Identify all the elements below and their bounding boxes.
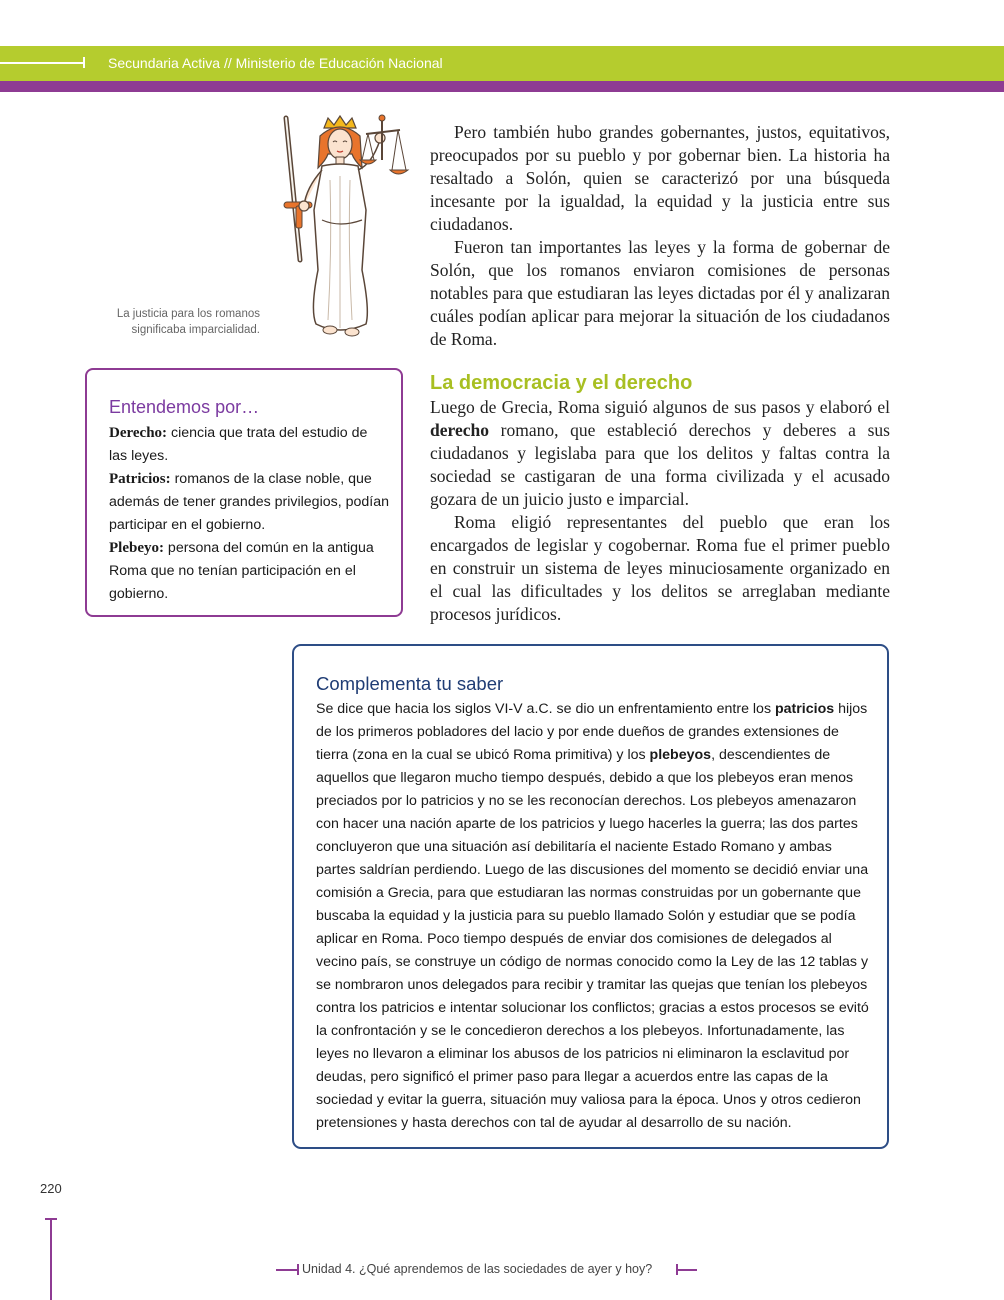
text-run: , descendientes de aquellos que llegaron mucho tiempo después, debido a que los plebeyos eran menos preciados por lo patricios y no se les reconocían derechos. Los plebeyos amenazaron con hacer una nación aparte de los patricios y luego hacerles la guerra; las dos partes concluyeron que una situación así debilitaría el naciente Estado Romano y ambas partes saldrían perdiendo. Luego de las discusiones del momento se decidió enviar una comisión a Grecia, para que estudiaran las normas construidas por un gobernante que buscaba la equidad y la justicia para su pueblo llamado Solón y estudiar que se podía aplicar en Roma. Poco tiempo después de enviar dos comisiones de delegados al vecino país, se construye un código de normas conocido como la Ley de las 12 tablas y se nombraron unos delegados para recibir y tramitar las quejas que tenían los plebeyos contra los patricios e intentar solucionar los conflictos; gracias a estos procesos se evitó la confrontación y se le concedieron derechos a los plebeyos. Infortunadamente, las leyes no llevaron a eliminar los abusos de los patricios ni eliminaron la esclavitud por deudas, pero significó el primer paso para llegar a acuerdos entre las capas de la sociedad y evitar la guerra, situación muy valiosa para la época. Unos y otros cedieron pretensiones y hasta derechos con tal de ayudar al desarrollo de su nación. [316, 747, 869, 1131]
header-rule-tick [83, 57, 85, 68]
section-title: La democracia y el derecho [430, 372, 693, 394]
complement-title: Complementa tu saber [316, 673, 504, 694]
glossary-definition: ciencia que trata del estudio de las leyes. [109, 425, 368, 464]
glossary-term: Plebeyo: [109, 540, 164, 556]
intro-paragraph: Pero también hubo grandes gobernantes, justos, equitativos, preocupados por su pueblo y por gobernar bien. La historia ha resaltado a Solón, quien se caracterizó por una búsqueda incesante por la igualdad, la equidad y la justicia entre sus ciudadanos. [430, 122, 890, 234]
page-number: 220 [40, 1181, 62, 1196]
bold-term-derecho: derecho [430, 420, 489, 440]
text-run: Luego de Grecia, Roma siguió algunos de sus pasos y elaboró el [430, 397, 890, 417]
bold-term-patricios: patricios [775, 701, 835, 717]
glossary-item [109, 422, 389, 468]
glossary-item [109, 468, 389, 537]
header-rule [0, 62, 84, 64]
glossary-term: Derecho: [109, 425, 168, 441]
intro-paragraph: Fueron tan importantes las leyes y la forma de gobernar de Solón, que los romanos enviaron comisiones de personas notables para que estudiaran las leyes dictadas por él y analizaran cuáles podían aplicar para mejorar la situación de los ciudadanos de Roma. [430, 237, 890, 349]
glossary-definition: persona del común en la antigua Roma que no tenían participación en el gobierno. [109, 540, 374, 602]
text-run: Se dice que hacia los siglos VI-V a.C. se dio un enfrentamiento entre los [316, 701, 775, 717]
caption-line-1: La justicia para los romanos [116, 308, 260, 320]
glossary-term: Patricios: [109, 471, 171, 487]
section-paragraph [430, 396, 890, 511]
footer-unit-title: Unidad 4. ¿Qué aprendemos de las sociedades de ayer y hoy? [302, 1262, 653, 1276]
footer-rule-left-tick [297, 1264, 299, 1275]
complement-box [292, 644, 889, 1149]
glossary-box [85, 368, 403, 617]
text-run: romano, que estableció derechos y deberes a sus ciudadanos y legislaba para que los delitos y faltas contra la sociedad se castigaran de una forma civilizada y el acusado gozara de un juicio justo e imparcial. [430, 420, 890, 509]
section-paragraph: Roma eligió representantes del pueblo que eran los encargados de legislar y cogobernar. Roma fue el primer pueblo en construir un sistema de leyes minuciosamente organizado en el cual las dificultades y los delitos se arreglaban mediante procesos jurídicos. [430, 512, 890, 624]
figure-caption [96, 306, 260, 338]
header-title: Secundaria Activa // Ministerio de Educación Nacional [108, 55, 443, 71]
lady-justice-illustration [270, 110, 420, 352]
glossary-title: Entendemos por… [109, 397, 260, 417]
intro-text [430, 121, 890, 351]
lady-justice-icon [270, 110, 420, 352]
text-run: hijos de los primeros pobladores del lacio y por ende dueños de grandes extensiones de tierra (zona en la cual se ubicó Roma primitiva) y los [316, 701, 868, 763]
header-stripe [0, 81, 1004, 92]
complement-text [316, 698, 871, 1135]
glossary-list [109, 422, 389, 606]
footer-marker-bar [50, 1219, 52, 1300]
glossary-item [109, 537, 389, 606]
bold-term-plebeyos: plebeyos [649, 747, 712, 763]
glossary-definition: romanos de la clase noble, que además de tener grandes privilegios, podían participar en el gobierno. [109, 471, 389, 533]
caption-line-2: significaba imparcialidad. [131, 324, 260, 336]
footer-rule-right [677, 1269, 697, 1271]
section-text [430, 396, 890, 626]
footer-rule-left [276, 1269, 298, 1271]
